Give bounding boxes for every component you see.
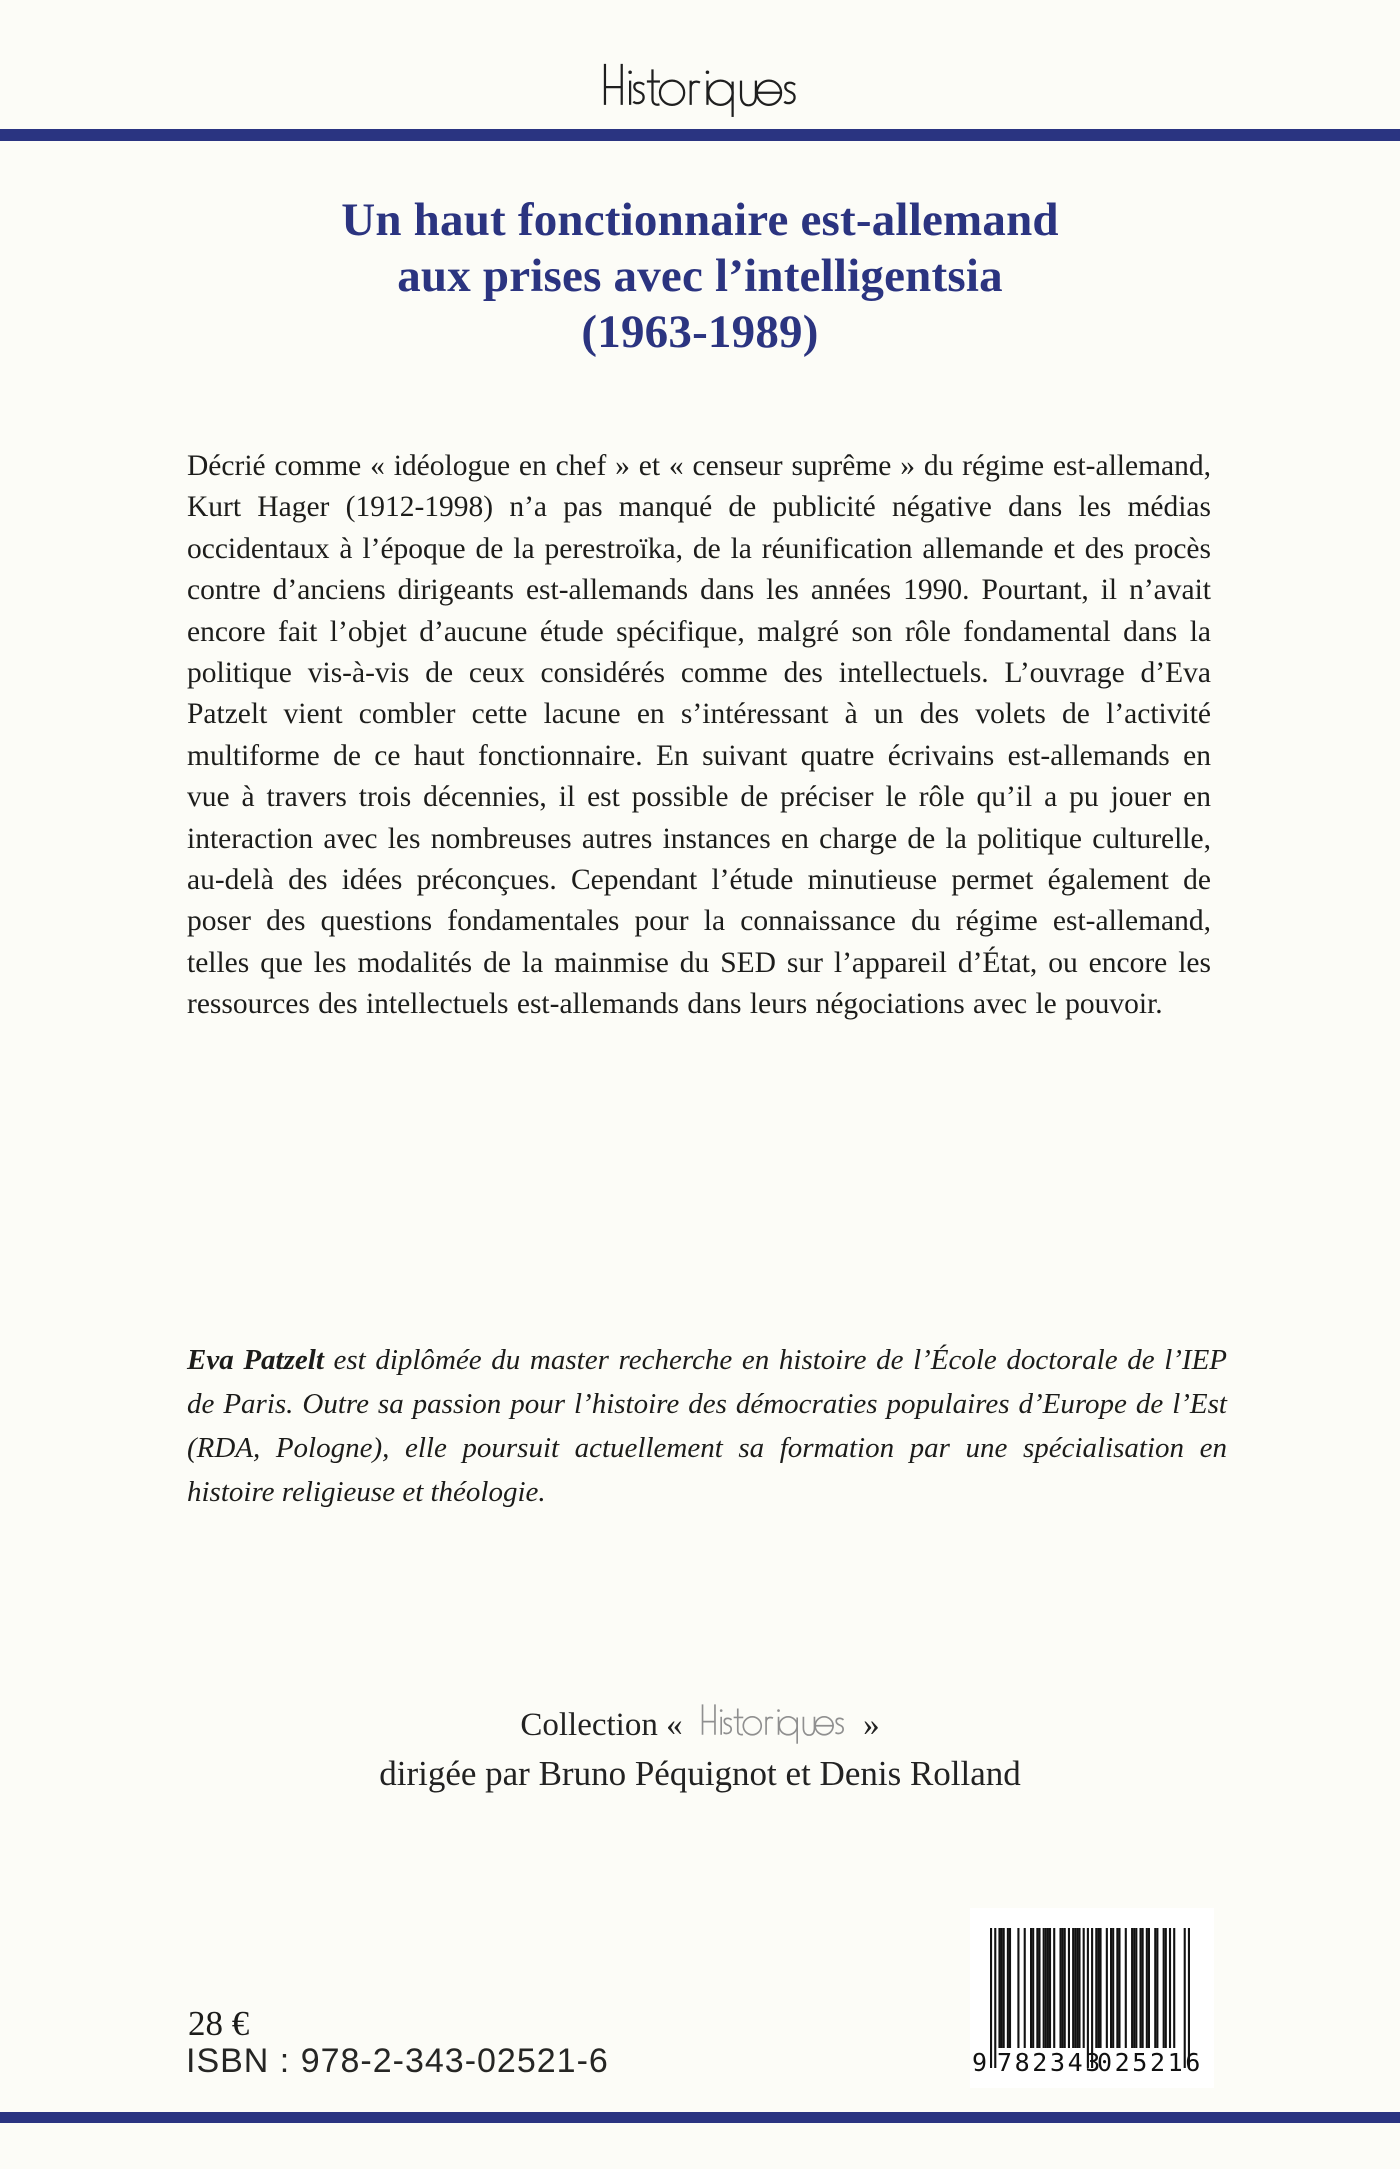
barcode-digits-right: 025216 [1097,2048,1203,2077]
collection-prefix: Collection « [520,1707,683,1743]
barcode-digits-left: 782343 [997,2048,1103,2077]
title-line-2: aux prises avec l’intelligentsia [397,250,1003,302]
historiques-logo [598,58,803,120]
synopsis [187,446,1211,1026]
title-line-1: Un haut fonctionnaire est-allemand [341,194,1059,246]
barcode [970,1908,1214,2088]
directors-line: dirigée par Bruno Péquignot et Denis Rolland [379,1754,1021,1793]
top-divider-rule [0,129,1400,141]
barcode-digit-first: 9 [972,2048,988,2077]
book-title [0,192,1400,360]
title-line-3: (1963-1989) [581,306,819,358]
bottom-divider-rule [0,2112,1400,2123]
historiques-logo-small [697,1700,849,1746]
collection-note [0,1700,1400,1797]
collection-line [0,1700,1400,1747]
synopsis-text: Décrié comme « idéologue en chef » et « censeur suprême » du régime est-allemand, Kurt Hager (1912-1998) n’a pas manqué de publicité négative dans les médias occidentaux à l’époque de la perestroïka, de la réunification allemande et des procès contre d’anciens dirigeants est-allemands dans les années 1990. Pourtant, il n’avait encore fait l’objet d’aucune étude spécifique, malgré son rôle fondamental dans la politique vis-à-vis de ceux considérés comme des intellectuels. L’ouvrage d’Eva Patzelt vient combler cette lacune en s’intéressant à un des volets de l’activité multiforme de ce haut fonctionnaire. En suivant quatre écrivains est-allemands en vue à travers trois décennies, il est possible de préciser le rôle qu’il a pu jouer en interaction avec les nombreuses autres instances en charge de la politique culturelle, au-delà des idées préconçues. Cependant l’étude minutieuse permet également de poser des questions fondamentales pour la connaissance du régime est-allemand, telles que les modalités de la mainmise du SED sur l’appareil d’État, ou encore les ressources des intellectuels est-allemands dans leurs négociations avec le pouvoir. [187,450,1211,1021]
isbn: ISBN : 978-2-343-02521-6 [186,2042,609,2080]
price: 28 € [188,2004,250,2043]
author-bio [187,1338,1227,1514]
author-name: Eva Patzelt [187,1344,324,1376]
collection-suffix: » [863,1707,880,1743]
author-bio-text: est diplômée du master recherche en histoire de l’École doctorale de l’IEP de Paris. Outre sa passion pour l’histoire des démocraties populaires d’Europe de l’Est (RDA, Pologne), elle poursuit actuellement sa formation par une spécialisation en histoire religieuse et théologie. [187,1344,1227,1508]
